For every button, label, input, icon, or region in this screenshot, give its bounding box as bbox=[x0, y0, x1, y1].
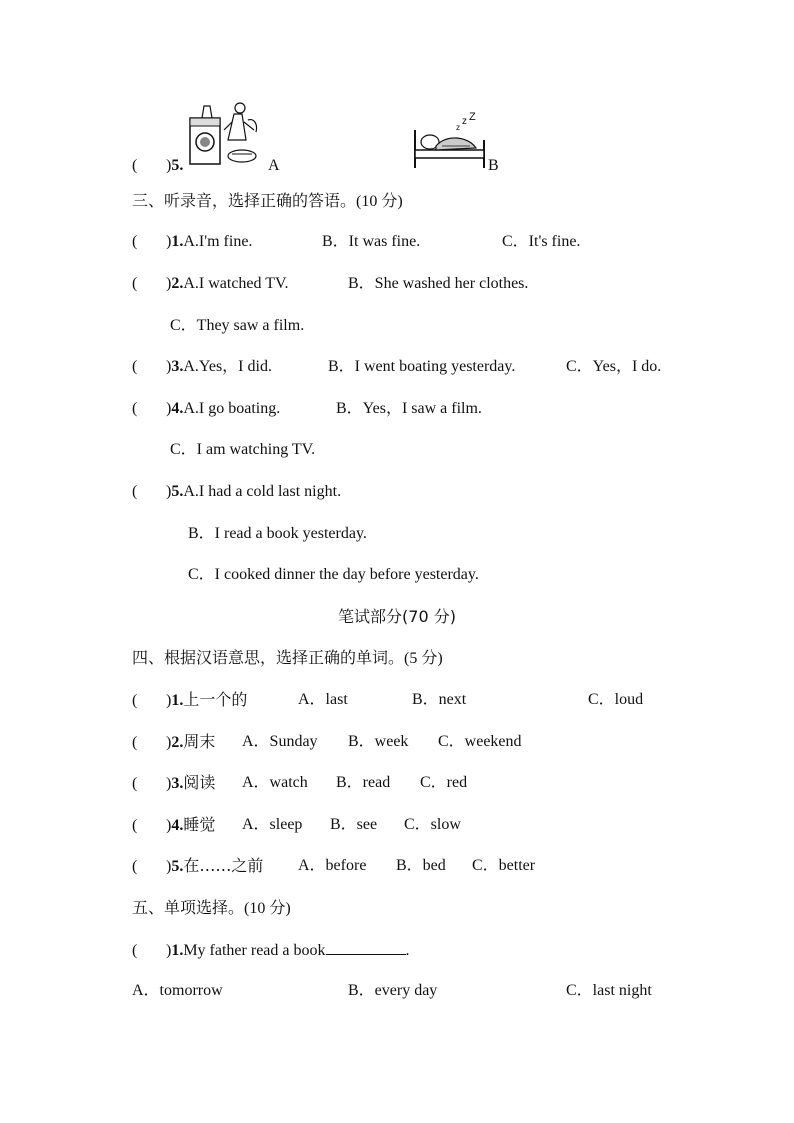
s3-q1: ( )1.A.I'm fine. bbox=[132, 233, 253, 250]
s4-q5-option-b: B．bed bbox=[396, 857, 446, 874]
answer-paren[interactable]: ( bbox=[132, 233, 138, 250]
sleeping-in-bed-icon bbox=[412, 112, 488, 168]
fill-in-blank[interactable] bbox=[326, 940, 406, 955]
s4-q4: ( )4.睡觉 bbox=[132, 815, 216, 834]
answer-paren[interactable]: ( bbox=[132, 483, 138, 500]
answer-paren[interactable]: ( bbox=[132, 734, 138, 751]
s3-q5: ( )5.A.I had a cold last night. bbox=[132, 483, 342, 500]
svg-text:z: z bbox=[462, 116, 467, 127]
s3-q5-option-c: C．I cooked dinner the day before yesterday. bbox=[188, 566, 479, 583]
answer-paren[interactable]: ( bbox=[132, 692, 138, 709]
option-a-label: A bbox=[268, 157, 280, 174]
written-part-heading: 笔试部分(70 分) bbox=[338, 607, 456, 626]
s3-q2-option-c: C．They saw a film. bbox=[170, 317, 305, 334]
s3-q5-option-b: B．I read a book yesterday. bbox=[188, 525, 367, 542]
answer-paren[interactable]: ( bbox=[132, 942, 138, 959]
s4-q2-option-c: C．weekend bbox=[438, 733, 522, 750]
s4-q4-option-a: A．sleep bbox=[242, 816, 303, 833]
s5-q1-option-a: A．tomorrow bbox=[132, 982, 223, 999]
s3-q1-option-c: C．It's fine. bbox=[502, 233, 581, 250]
s4-q5: ( )5.在……之前 bbox=[132, 856, 264, 875]
s4-q3: ( )3.阅读 bbox=[132, 773, 216, 792]
answer-paren[interactable]: ( bbox=[132, 400, 138, 417]
s3-q4: ( )4.A.I go boating. bbox=[132, 400, 281, 417]
answer-paren[interactable]: ( bbox=[132, 817, 138, 834]
s4-q5-option-a: A．before bbox=[298, 857, 367, 874]
s3-q4-option-b: B．Yes，I saw a film. bbox=[336, 400, 482, 417]
section4-title: 四、根据汉语意思，选择正确的单词。(5 分) bbox=[132, 648, 443, 667]
q5-picture-row: ( )5. bbox=[132, 157, 184, 174]
s4-q1: ( )1.上一个的 bbox=[132, 690, 248, 709]
s4-q1-option-a: A．last bbox=[298, 691, 348, 708]
section5-title: 五、单项选择。(10 分) bbox=[132, 898, 291, 917]
svg-text:Z: Z bbox=[469, 112, 476, 123]
washing-machine-clothes-icon bbox=[188, 100, 264, 168]
s4-q5-option-c: C．better bbox=[472, 857, 536, 874]
s5-q1-option-c: C．last night bbox=[566, 982, 652, 999]
s4-q2-option-b: B．week bbox=[348, 733, 409, 750]
s5-q1: ( )1.My father read a book . bbox=[132, 942, 410, 959]
s4-q4-option-b: B．see bbox=[330, 816, 378, 833]
section3-title: 三、听录音，选择正确的答语。(10 分) bbox=[132, 191, 403, 210]
svg-text:z: z bbox=[456, 123, 460, 132]
answer-paren[interactable]: ( bbox=[132, 775, 138, 792]
s4-q3-option-b: B．read bbox=[336, 774, 391, 791]
s3-q3-option-b: B．I went boating yesterday. bbox=[328, 358, 516, 375]
s5-q1-option-b: B．every day bbox=[348, 982, 438, 999]
s4-q1-option-b: B．next bbox=[412, 691, 467, 708]
answer-paren[interactable]: ( bbox=[132, 858, 138, 875]
answer-paren[interactable]: ( bbox=[132, 157, 138, 174]
s3-q2-option-b: B．She washed her clothes. bbox=[348, 275, 529, 292]
s3-q4-option-c: C．I am watching TV. bbox=[170, 441, 316, 458]
s4-q3-option-c: C．red bbox=[420, 774, 468, 791]
s3-q3: ( )3.A.Yes，I did. bbox=[132, 358, 272, 375]
answer-paren[interactable]: ( bbox=[132, 358, 138, 375]
answer-paren[interactable]: ( bbox=[132, 275, 138, 292]
s3-q1-option-b: B．It was fine. bbox=[322, 233, 421, 250]
s4-q2: ( )2.周末 bbox=[132, 732, 216, 751]
s3-q3-option-c: C．Yes，I do. bbox=[566, 358, 662, 375]
s4-q4-option-c: C．slow bbox=[404, 816, 461, 833]
s4-q3-option-a: A．watch bbox=[242, 774, 308, 791]
s4-q1-option-c: C．loud bbox=[588, 691, 644, 708]
question-number: 5. bbox=[171, 157, 184, 174]
option-b-label: B bbox=[488, 157, 499, 174]
s4-q2-option-a: A．Sunday bbox=[242, 733, 318, 750]
s3-q2: ( )2.A.I watched TV. bbox=[132, 275, 289, 292]
